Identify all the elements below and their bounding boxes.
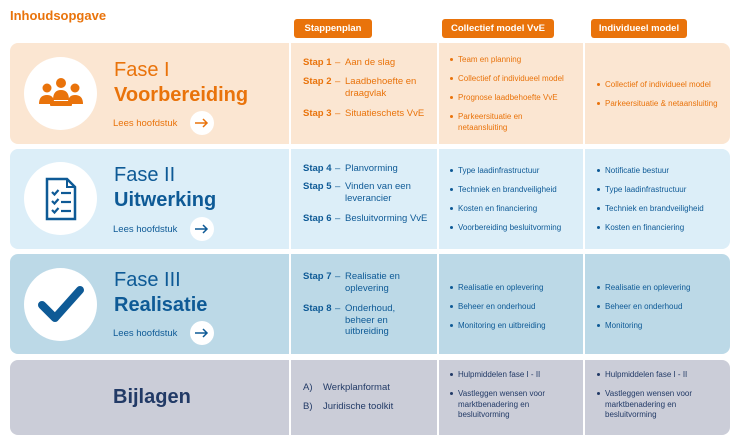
read-chapter-label: Lees hoofdstuk [113, 327, 178, 339]
step-item[interactable]: Stap 5 – Vinden van een leverancier [303, 181, 433, 204]
individual-item: Type laadinfrastructuur [597, 185, 727, 196]
collective-item: Prognose laadbehoefte VvE [450, 93, 570, 104]
collective-item: Type laadinfrastructuur [450, 166, 570, 177]
step-number: Stap 7 [303, 271, 332, 282]
collective-item: Collectief of individueel model [450, 74, 570, 85]
phase-2-subtitle: Uitwerking [114, 189, 217, 211]
step-number: Stap 4 [303, 163, 332, 174]
phase-3-subtitle: Realisatie [114, 294, 208, 316]
individual-item: Collectief of individueel model [597, 80, 727, 91]
column-divider [289, 38, 291, 436]
step-text: Laadbehoefte en draagvlak [345, 76, 417, 99]
step-item[interactable]: Stap 4 – Planvorming [303, 163, 433, 175]
column-header-stappenplan: Stappenplan [294, 19, 372, 38]
individual-item: Vastleggen wensen voor marktbenadering en besluitvorming [597, 389, 727, 421]
phase-2-name: Fase II [114, 164, 176, 186]
step-text: Realisatie en oplevering [345, 271, 400, 294]
read-chapter-label: Lees hoofdstuk [113, 223, 178, 235]
collective-item: Monitoring en uitbreiding [450, 321, 570, 332]
step-item[interactable]: Stap 1 – Aan de slag [303, 57, 433, 69]
phase-1-name: Fase I [114, 59, 170, 81]
individual-item: Monitoring [597, 321, 727, 332]
individual-item: Beheer en onderhoud [597, 302, 727, 313]
collective-item: Parkeersituatie en netaansluiting [450, 112, 570, 133]
step-item[interactable]: Stap 6 – Besluitvorming VvE [303, 213, 433, 225]
arrow-right-icon[interactable] [190, 217, 214, 241]
individual-item: Realisatie en oplevering [597, 283, 727, 294]
phase-3-read-link[interactable] [113, 321, 214, 345]
phase-1-read-link[interactable] [113, 111, 214, 135]
collective-item: Team en planning [450, 55, 570, 66]
individual-item: Kosten en financiering [597, 223, 727, 234]
collective-item: Beheer en onderhoud [450, 302, 570, 313]
individual-item: Hulpmiddelen fase I - II [597, 370, 727, 381]
step-number: Stap 2 [303, 76, 332, 87]
step-item[interactable]: Stap 7 – Realisatie en oplevering [303, 271, 433, 294]
step-item[interactable]: Stap 3 – Situatieschets VvE [303, 108, 433, 120]
individual-item: Parkeersituatie & netaansluiting [597, 99, 727, 110]
step-text: Planvorming [345, 163, 398, 174]
step-number: Stap 3 [303, 108, 332, 119]
column-header-collectief: Collectief model VvE [442, 19, 554, 38]
annex-title: Bijlagen [113, 386, 191, 408]
step-item[interactable]: Stap 8 – Onderhoud, beheer en uitbreiding [303, 303, 433, 338]
page-title: Inhoudsopgave [10, 8, 107, 23]
checklist-document-icon [44, 177, 78, 221]
collective-item: Vastleggen wensen voor marktbenadering en besluitvorming [450, 389, 570, 421]
step-text: Vinden van een leverancier [345, 181, 411, 204]
collective-item: Hulpmiddelen fase I - II [450, 370, 570, 381]
step-text: Besluitvorming VvE [345, 213, 428, 224]
individual-item: Techniek en brandveiligheid [597, 204, 727, 215]
step-number: Stap 6 [303, 213, 332, 224]
collective-item: Voorbereiding besluitvorming [450, 223, 570, 234]
phase-3-icon-circle [24, 268, 97, 341]
step-text: Situatieschets VvE [345, 108, 425, 119]
step-number: Stap 1 [303, 57, 332, 68]
step-item[interactable]: Stap 2 – Laadbehoefte en draagvlak [303, 76, 433, 99]
column-divider [583, 38, 585, 436]
people-meeting-icon [36, 74, 86, 114]
step-text: Onderhoud, beheer en uitbreiding [345, 303, 396, 337]
collective-item: Techniek en brandveiligheid [450, 185, 570, 196]
checkmark-icon [38, 285, 84, 325]
column-header-individueel: Individueel model [591, 19, 687, 38]
individual-item: Notificatie bestuur [597, 166, 727, 177]
step-number: Stap 8 [303, 303, 332, 314]
phase-1-icon-circle [24, 57, 97, 130]
annex-item-a[interactable]: A) Werkplanformat [303, 382, 390, 393]
collective-item: Realisatie en oplevering [450, 283, 570, 294]
phase-2-read-link[interactable] [113, 217, 214, 241]
collective-item: Kosten en financiering [450, 204, 570, 215]
phase-1-subtitle: Voorbereiding [114, 84, 249, 106]
read-chapter-label: Lees hoofdstuk [113, 117, 178, 129]
arrow-right-icon[interactable] [190, 111, 214, 135]
arrow-right-icon[interactable] [190, 321, 214, 345]
phase-3-name: Fase III [114, 269, 181, 291]
step-text: Aan de slag [345, 57, 396, 68]
column-divider [437, 38, 439, 436]
phase-2-icon-circle [24, 162, 97, 235]
annex-item-b[interactable]: B) Juridische toolkit [303, 401, 394, 412]
step-number: Stap 5 [303, 181, 332, 192]
